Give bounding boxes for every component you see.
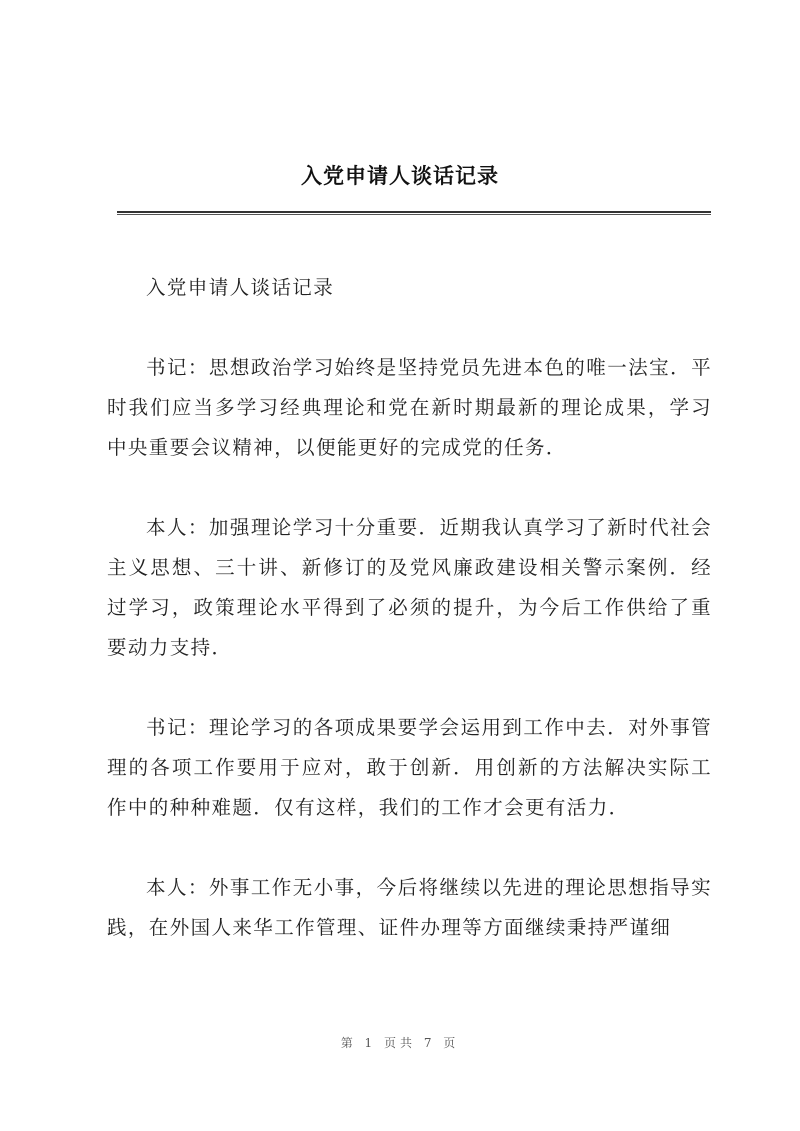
body-heading: 入党申请人谈话记录 (146, 276, 335, 299)
page-number-footer: 第 1 页共 7 页 (340, 1036, 460, 1050)
document-title: 入党申请人谈话记录 (301, 163, 499, 188)
paragraph-secretary-2: 书记：理论学习的各项成果要学会运用到工作中去．对外事管理的各项工作要用于应对，敢于创新．用创新的方法解决实际工作中的种种难题．仅有这样，我们的工作才会更有活力． (107, 716, 712, 819)
title-divider (117, 211, 711, 215)
document-body (107, 268, 712, 988)
paragraph-self-2: 本人：外事工作无小事，今后将继续以先进的理论思想指导实践，在外国人来华工作管理、证件办理等方面继续秉持严谨细 (107, 876, 712, 939)
paragraph-self-1: 本人：加强理论学习十分重要．近期我认真学习了新时代社会主义思想、三十讲、新修订的及党风廉政建设相关警示案例．经过学习，政策理论水平得到了必须的提升，为今后工作供给了重要动力支持． (107, 516, 712, 659)
paragraph-secretary-1: 书记：思想政治学习始终是坚持党员先进本色的唯一法宝．平时我们应当多学习经典理论和党在新时期最新的理论成果，学习中央重要会议精神，以便能更好的完成党的任务． (107, 356, 712, 459)
